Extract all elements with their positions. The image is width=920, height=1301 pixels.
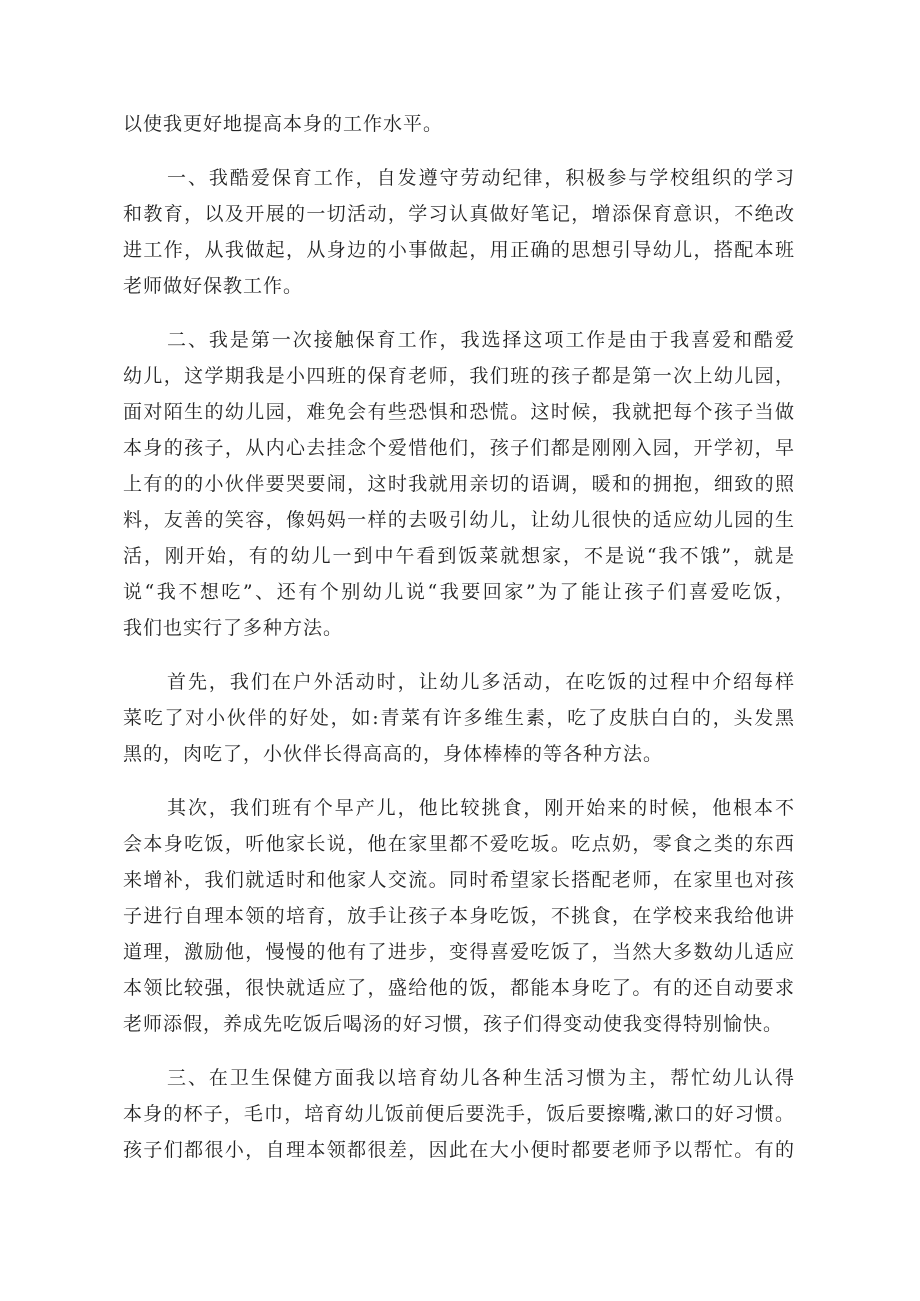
text-line: 首先，我们在户外活动时，让幼儿多活动，在吃饭的过程中介绍每样 [167, 671, 795, 693]
paragraph [123, 790, 795, 1042]
text-line: 说“我不想吃”、还有个别幼儿说“我要回家”为了能让孩子们喜爱吃饭， [123, 581, 795, 603]
paragraph [123, 1060, 795, 1168]
text-line: 料，友善的笑容，像妈妈一样的去吸引幼儿，让幼儿很快的适应幼儿园的生 [123, 509, 795, 531]
text-line: 和教育，以及开展的一切活动，学习认真做好笔记，增添保育意识，不绝改 [123, 203, 795, 225]
text-line: 以使我更好地提高本身的工作水平。 [123, 113, 444, 135]
text-line: 老师添假，养成先吃饭后喝汤的好习惯，孩子们得变动使我变得特别愉快。 [123, 1013, 784, 1035]
text-line: 本领比较强，很快就适应了，盛给他的饭，都能本身吃了。有的还自动要求 [123, 977, 795, 999]
text-line: 其次，我们班有个早产儿，他比较挑食，刚开始来的时候，他根本不 [167, 797, 795, 819]
paragraph [123, 106, 795, 142]
text-line: 本身的孩子，从内心去挂念个爱惜他们，孩子们都是刚刚入园，开学初，早 [123, 437, 795, 459]
text-line: 会本身吃饭，听他家长说，他在家里都不爱吃坂。吃点奶，零食之类的东西 [123, 833, 795, 855]
paragraph [123, 664, 795, 772]
text-line: 道理，激励他，慢慢的他有了进步，变得喜爱吃饭了，当然大多数幼儿适应 [123, 941, 795, 963]
text-line: 上有的的小伙伴要哭要闹，这时我就用亲切的语调，暖和的拥抱，细致的照 [123, 473, 795, 495]
text-line: 面对陌生的幼儿园，难免会有些恐惧和恐慌。这时候，我就把每个孩子当做 [123, 401, 795, 423]
text-line: 活，刚开始，有的幼儿一到中午看到饭菜就想家，不是说“我不饿”，就是 [123, 545, 795, 567]
text-line: 黑的，肉吃了，小伙伴长得高高的，身体棒棒的等各种方法。 [123, 743, 664, 765]
text-line: 来增补，我们就适时和他家人交流。同时希望家长搭配老师，在家里也对孩 [123, 869, 795, 891]
text-line: 我们也实行了多种方法。 [123, 617, 344, 639]
text-line: 进工作，从我做起，从身边的小事做起，用正确的思想引导幼儿，搭配本班 [123, 239, 795, 261]
paragraph [123, 322, 795, 646]
text-line: 本身的杯子，毛巾，培育幼儿饭前便后要洗手，饭后要擦嘴,漱口的好习惯。 [123, 1103, 795, 1125]
text-line: 三、在卫生保健方面我以培育幼儿各种生活习惯为主，帮忙幼儿认得 [167, 1067, 795, 1089]
text-line: 菜吃了对小伙伴的好处，如:青菜有许多维生素，吃了皮肤白白的，头发黑 [123, 707, 795, 729]
text-line: 孩子们都很小，自理本领都很差，因此在大小便时都要老师予以帮忙。有的 [123, 1139, 795, 1161]
text-line: 一、我酷爱保育工作，自发遵守劳动纪律，积极参与学校组织的学习 [167, 167, 795, 189]
paragraph [123, 160, 795, 304]
text-line: 幼儿，这学期我是小四班的保育老师，我们班的孩子都是第一次上幼儿园， [123, 365, 795, 387]
text-line: 二、我是第一次接触保育工作，我选择这项工作是由于我喜爱和酷爱 [167, 329, 795, 351]
document-page [123, 106, 795, 1186]
text-line: 子进行自理本领的培育，放手让孩子本身吃饭，不挑食，在学校来我给他讲 [123, 905, 795, 927]
text-line: 老师做好保教工作。 [123, 275, 304, 297]
